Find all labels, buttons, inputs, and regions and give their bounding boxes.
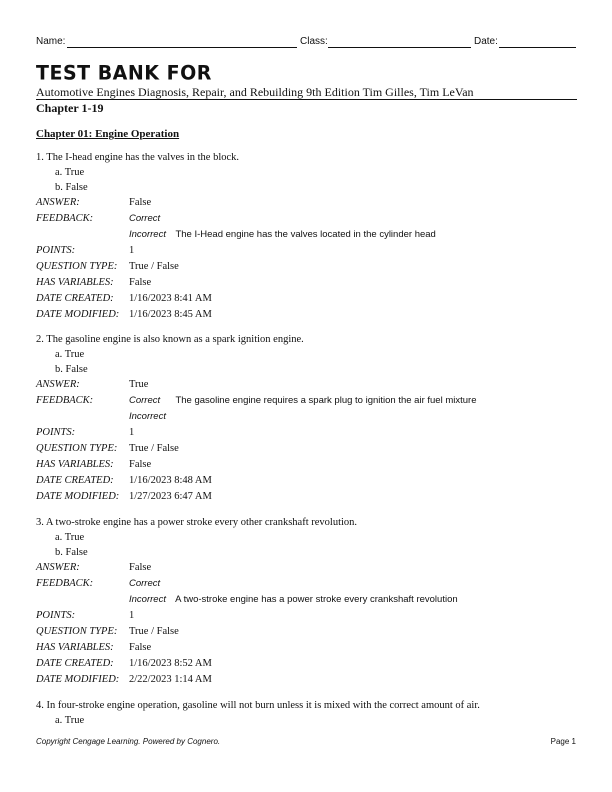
answer-value: False bbox=[129, 197, 152, 208]
option: b. False bbox=[55, 547, 88, 558]
copyright-text: Copyright Cengage Learning. Powered by Cognero. bbox=[36, 737, 221, 746]
feedback-text: The I-Head engine has the valves located in the cylinder head bbox=[175, 229, 436, 240]
name-label: Name: bbox=[36, 36, 66, 47]
feedback-text: The gasoline engine requires a spark plug to ignition the air fuel mixture bbox=[175, 395, 477, 406]
date-created-value: 1/16/2023 8:41 AM bbox=[129, 293, 212, 304]
feedback-tag: Incorrect bbox=[129, 229, 166, 240]
feedback-label: FEEDBACK: bbox=[36, 213, 94, 224]
has-variables-value: False bbox=[129, 277, 152, 288]
date-created-value: 1/16/2023 8:52 AM bbox=[129, 658, 212, 669]
answer-value: False bbox=[129, 562, 152, 573]
question-stem: 4. In four-stroke engine operation, gasoline will not burn unless it is mixed with the correct amount of air. bbox=[36, 700, 480, 711]
feedback-text: A two-stroke engine has a power stroke every crankshaft revolution bbox=[175, 594, 458, 605]
date-modified-value: 1/16/2023 8:45 AM bbox=[129, 309, 212, 320]
has-variables-value: False bbox=[129, 642, 152, 653]
option: a. True bbox=[55, 167, 85, 178]
feedback-tag: Incorrect bbox=[129, 594, 166, 605]
section-heading: Chapter 01: Engine Operation bbox=[36, 128, 180, 140]
answer-label: ANSWER: bbox=[36, 197, 80, 208]
date-created-value: 1/16/2023 8:48 AM bbox=[129, 475, 212, 486]
name-blank bbox=[67, 47, 297, 48]
date-created-label: DATE CREATED: bbox=[36, 475, 114, 486]
question-type-value: True / False bbox=[129, 626, 179, 637]
feedback-list bbox=[129, 393, 579, 425]
has-variables-value: False bbox=[129, 459, 152, 470]
feedback-tag: Incorrect bbox=[129, 411, 166, 422]
chapter-range: Chapter 1-19 bbox=[36, 99, 577, 116]
feedback-label: FEEDBACK: bbox=[36, 395, 94, 406]
question-type-value: True / False bbox=[129, 443, 179, 454]
date-created-label: DATE CREATED: bbox=[36, 293, 114, 304]
book-subtitle: Automotive Engines Diagnosis, Repair, and Rebuilding 9th Edition Tim Gilles, Tim LeVan bbox=[36, 85, 474, 99]
page-title: TEST BANK FOR bbox=[36, 61, 212, 85]
date-modified-value: 1/27/2023 6:47 AM bbox=[129, 491, 212, 502]
answer-label: ANSWER: bbox=[36, 379, 80, 390]
points-value: 1 bbox=[129, 610, 135, 621]
question-stem: 2. The gasoline engine is also known as a spark ignition engine. bbox=[36, 334, 304, 345]
feedback-tag: Correct bbox=[129, 395, 161, 406]
points-label: POINTS: bbox=[36, 427, 76, 438]
option: a. True bbox=[55, 349, 85, 360]
question-type-label: QUESTION TYPE: bbox=[36, 261, 118, 272]
student-info-header bbox=[36, 36, 576, 50]
feedback-tag: Correct bbox=[129, 578, 161, 589]
date-label: Date: bbox=[474, 36, 498, 47]
question-block bbox=[36, 150, 576, 323]
date-modified-value: 2/22/2023 1:14 AM bbox=[129, 674, 212, 685]
option: a. True bbox=[55, 532, 85, 543]
answer-label: ANSWER: bbox=[36, 562, 80, 573]
date-modified-label: DATE MODIFIED: bbox=[36, 491, 120, 502]
question-block bbox=[36, 515, 576, 688]
date-created-label: DATE CREATED: bbox=[36, 658, 114, 669]
points-value: 1 bbox=[129, 245, 135, 256]
question-type-label: QUESTION TYPE: bbox=[36, 443, 118, 454]
class-blank bbox=[328, 47, 471, 48]
question-stem: 3. A two-stroke engine has a power stroke every other crankshaft revolution. bbox=[36, 517, 358, 528]
option: b. False bbox=[55, 182, 88, 193]
class-label: Class: bbox=[300, 36, 328, 47]
date-modified-label: DATE MODIFIED: bbox=[36, 309, 120, 320]
option: a. True bbox=[55, 715, 85, 726]
points-value: 1 bbox=[129, 427, 135, 438]
has-variables-label: HAS VARIABLES: bbox=[36, 459, 114, 470]
feedback-list bbox=[129, 211, 579, 243]
date-blank bbox=[499, 47, 576, 48]
has-variables-label: HAS VARIABLES: bbox=[36, 642, 114, 653]
question-block bbox=[36, 698, 576, 728]
points-label: POINTS: bbox=[36, 610, 76, 621]
date-modified-label: DATE MODIFIED: bbox=[36, 674, 120, 685]
page-number: Page 1 bbox=[550, 737, 576, 746]
question-stem: 1. The I-head engine has the valves in the block. bbox=[36, 152, 240, 163]
option: b. False bbox=[55, 364, 88, 375]
question-block bbox=[36, 332, 576, 505]
question-type-label: QUESTION TYPE: bbox=[36, 626, 118, 637]
feedback-list bbox=[129, 576, 579, 608]
points-label: POINTS: bbox=[36, 245, 76, 256]
feedback-label: FEEDBACK: bbox=[36, 578, 94, 589]
has-variables-label: HAS VARIABLES: bbox=[36, 277, 114, 288]
feedback-tag: Correct bbox=[129, 213, 161, 224]
answer-value: True bbox=[129, 379, 149, 390]
question-type-value: True / False bbox=[129, 261, 179, 272]
